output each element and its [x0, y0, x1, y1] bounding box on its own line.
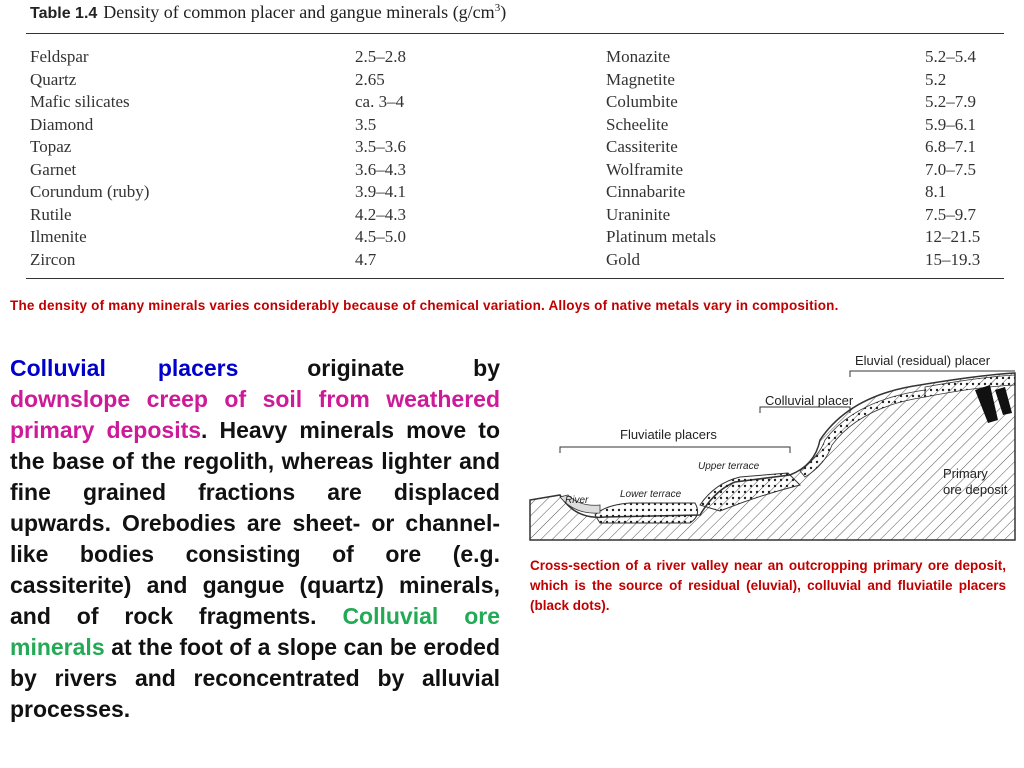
label-fluviatile: Fluviatile placers — [620, 427, 717, 442]
table-bottom-rule — [26, 278, 1004, 279]
text-originate: originate by — [238, 355, 500, 381]
table-cell-density: 3.5–3.6 — [355, 137, 406, 156]
label-river: River — [565, 495, 589, 506]
text-heavy-minerals: . Heavy minerals move to the base of the regolith, whereas lighter and fine grained fractions are displaced upwards. Orebodies are sheet- or channel-like bodies consisting of ore (e.g. cassiterite) and gangue (quartz) minerals, and of rock fragments. — [10, 417, 500, 629]
table-label: Table 1.4 — [30, 5, 98, 22]
table-note: The density of many minerals varies considerably because of chemical variation. Alloys of native metals vary in composition. — [10, 298, 839, 313]
table-cell-mineral: Monazite — [606, 47, 671, 66]
table-cell-density: 6.8–7.1 — [925, 137, 976, 156]
table-cell-density: 5.9–6.1 — [925, 114, 976, 134]
table-cell-density: 2.65 — [355, 69, 385, 89]
label-primary: Primary — [943, 466, 988, 481]
table-cell-mineral: Mafic silicates — [30, 92, 130, 111]
body-paragraph — [10, 353, 500, 725]
table-cell-density: 3.9–4.1 — [355, 182, 406, 201]
term-colluvial-ore: Colluvial ore minerals — [10, 603, 500, 660]
table-cell-density: 3.6–4.3 — [355, 159, 406, 179]
table-cell-density: 4.2–4.3 — [355, 204, 406, 224]
table-caption-sup: 3 — [494, 2, 501, 14]
lower-terrace-deposit — [595, 503, 698, 523]
table-cell-mineral: Topaz — [30, 137, 72, 156]
table-top-rule — [26, 33, 1004, 34]
term-placers: placers — [157, 355, 239, 381]
label-ore-deposit: ore deposit — [943, 482, 1008, 497]
text-downslope: downslope creep of soil from weathered primary deposits — [10, 386, 500, 443]
table-cell-density: 7.5–9.7 — [925, 204, 976, 224]
table-cell-mineral: Wolframite — [606, 159, 683, 179]
table-cell-density: 12–21.5 — [925, 227, 981, 246]
table-caption-text: Density of common placer and gangue minerals (g/cm — [103, 2, 495, 22]
table-cell-mineral: Rutile — [30, 204, 72, 224]
table-cell-mineral: Feldspar — [30, 47, 89, 66]
table-cell-density: 5.2 — [925, 69, 947, 89]
label-upper-terrace: Upper terrace — [698, 461, 760, 472]
table-cell-mineral: Garnet — [30, 159, 77, 179]
table-cell-density: 15–19.3 — [925, 249, 981, 269]
table-cell-mineral: Magnetite — [606, 69, 675, 89]
table-caption-close: ) — [500, 2, 507, 22]
table-cell-mineral: Zircon — [30, 249, 76, 269]
figure-caption: Cross-section of a river valley near an outcropping primary ore deposit, which is the source of residual (eluvial), colluvial and fluviatile placers (black dots). — [530, 558, 1006, 613]
table-cell-mineral: Cassiterite — [606, 137, 678, 156]
table-cell-density: 3.5 — [355, 114, 377, 134]
table-cell-mineral: Corundum (ruby) — [30, 182, 150, 201]
term-colluvial: Colluvial — [10, 355, 106, 381]
table-cell-density: 4.7 — [355, 249, 377, 269]
table-cell-density: 7.0–7.5 — [925, 159, 976, 179]
table-cell-mineral: Diamond — [30, 114, 94, 134]
fluviatile-bracket — [560, 447, 790, 453]
table-cell-density: 4.5–5.0 — [355, 227, 406, 246]
table-cell-mineral: Cinnabarite — [606, 182, 686, 201]
label-eluvial: Eluvial (residual) placer — [855, 353, 991, 368]
table-cell-density: 5.2–7.9 — [925, 92, 976, 111]
table-cell-density: 8.1 — [925, 182, 947, 201]
label-lower-terrace: Lower terrace — [620, 489, 682, 500]
table-cell-mineral: Ilmenite — [30, 227, 87, 246]
table-cell-mineral: Quartz — [30, 69, 77, 89]
label-colluvial: Colluvial placer — [765, 393, 854, 408]
table-cell-density: 5.2–5.4 — [925, 47, 976, 66]
table-cell-mineral: Uraninite — [606, 204, 671, 224]
cross-section-figure — [520, 345, 1020, 545]
table-cell-mineral: Columbite — [606, 92, 678, 111]
text-foot-of-slope: at the foot of a slope can be eroded by rivers and reconcentrated by alluvial processes. — [10, 634, 500, 722]
table-cell-density: ca. 3–4 — [355, 92, 405, 111]
table-cell-mineral: Scheelite — [606, 114, 669, 134]
table-cell-mineral: Platinum metals — [606, 227, 717, 246]
table-cell-density: 2.5–2.8 — [355, 47, 406, 66]
table-cell-mineral: Gold — [606, 249, 640, 269]
table-caption — [30, 2, 506, 23]
